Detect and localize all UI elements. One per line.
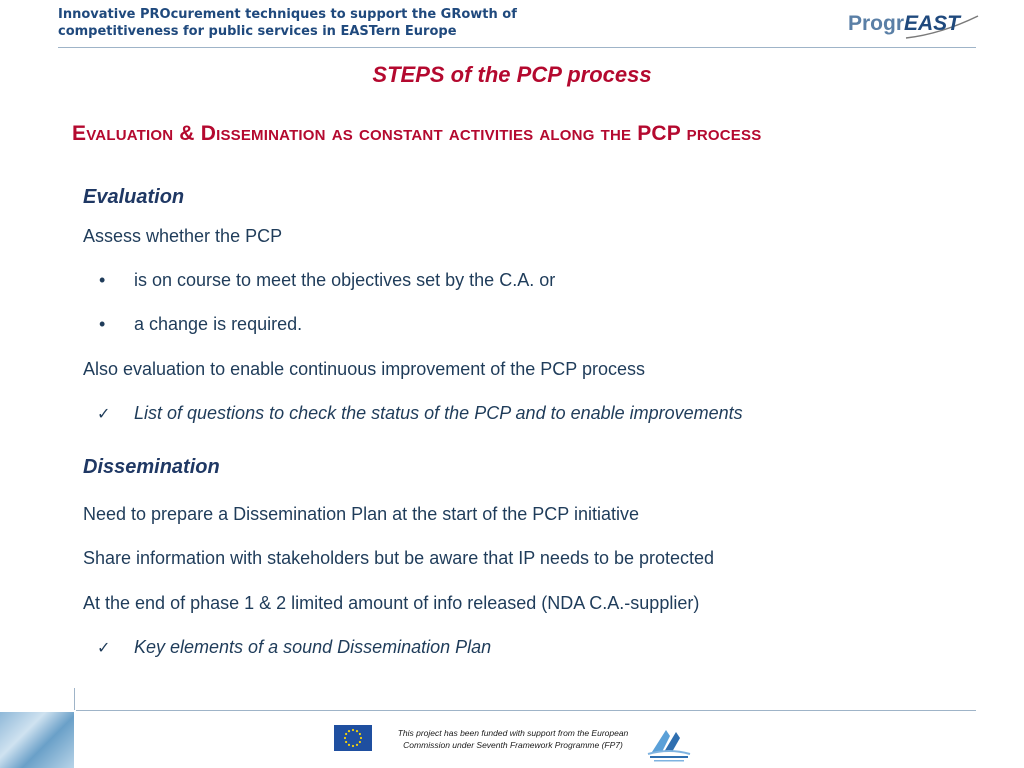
header-title-line2: competitiveness for public services in EASTern Europe [58, 24, 457, 39]
logo-text-suffix: EAST [904, 12, 961, 35]
evaluation-check-item: List of questions to check the status of the PCP and to enable improvements [134, 403, 743, 423]
evaluation-heading: Evaluation [83, 186, 185, 208]
funding-line-2: Commission under Seventh Framework Programme (FP7) [403, 740, 623, 750]
header-title [58, 6, 518, 40]
dissemination-line-1: Need to prepare a Dissemination Plan at the start of the PCP initiative [83, 504, 639, 524]
dissemination-heading: Dissemination [83, 456, 220, 478]
progreast-logo [846, 8, 980, 42]
eu-flag-icon [334, 725, 372, 751]
fp7-logo-icon [644, 722, 694, 764]
slide-title: STEPS of the PCP process [372, 62, 652, 87]
header-divider [58, 47, 976, 48]
dissemination-line-2: Share information with stakeholders but be aware that IP needs to be protected [83, 548, 715, 568]
evaluation-also: Also evaluation to enable continuous improvement of the PCP process [83, 359, 645, 379]
dissemination-check-item: Key elements of a sound Dissemination Plan [134, 637, 492, 657]
logo-text-prefix: Progr [848, 12, 905, 35]
slide-subtitle: Evaluation & Dissemination as constant activities along the PCP process [72, 122, 762, 145]
evaluation-intro: Assess whether the PCP [83, 226, 283, 246]
evaluation-bullet-2: a change is required. [134, 314, 303, 334]
bullet-icon: • [99, 314, 106, 334]
dissemination-line-3: At the end of phase 1 & 2 limited amount of info released (NDA C.A.-supplier) [83, 593, 700, 613]
header-title-line1: Innovative PROcurement techniques to support the GRowth of [58, 7, 517, 22]
footer-divider [76, 710, 976, 711]
checkmark-icon: ✓ [97, 640, 111, 657]
funding-line-1: This project has been funded with support from the European [397, 728, 629, 738]
corner-decoration [0, 712, 74, 768]
funding-notice [378, 727, 648, 751]
evaluation-bullet-1: is on course to meet the objectives set by the C.A. or [134, 270, 556, 290]
checkmark-icon: ✓ [97, 406, 111, 423]
footer-vertical-divider [74, 688, 75, 710]
bullet-icon: • [99, 270, 106, 290]
